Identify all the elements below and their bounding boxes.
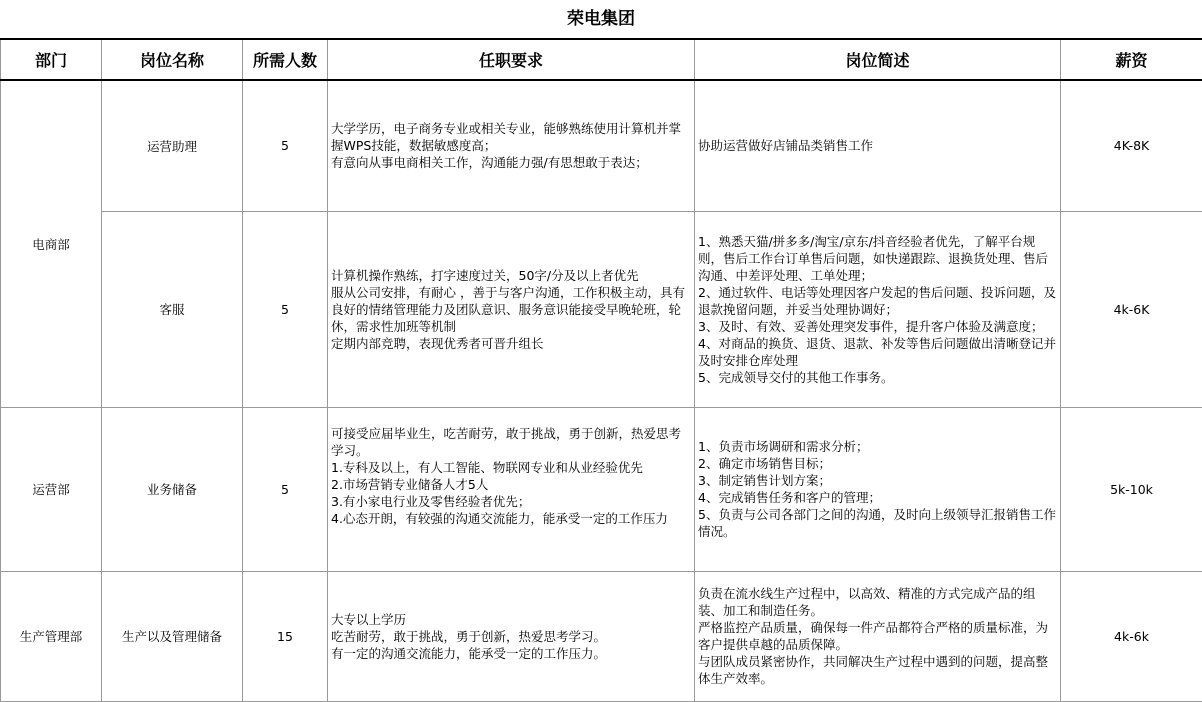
page-title: 荣电集团 xyxy=(0,0,1202,38)
header-description: 岗位简述 xyxy=(695,39,1061,80)
header-department: 部门 xyxy=(1,39,102,80)
header-count: 所需人数 xyxy=(243,39,328,80)
description-cell: 协助运营做好店铺品类销售工作 xyxy=(695,80,1061,211)
requirements-cell: 大学学历，电子商务专业或相关专业，能够熟练使用计算机并掌握WPS技能，数据敏感度高； 有意向从事电商相关工作，沟通能力强/有思想敢于表达； xyxy=(328,80,695,211)
header-salary: 薪资 xyxy=(1061,39,1202,80)
count-cell: 5 xyxy=(243,80,328,211)
requirements-cell: 计算机操作熟练，打字速度过关，50字/分及以上者优先 服从公司安排，有耐心 ，善于与客户沟通，工作积极主动，具有良好的情绪管理能力及团队意识、服务意识能接受早晚轮班，轮休，需求性加班等机制 定期内部竞聘，表现优秀者可晋升组长 xyxy=(328,211,695,407)
position-cell: 生产以及管理储备 xyxy=(102,571,243,701)
salary-cell: 4k-6K xyxy=(1061,211,1202,407)
table-row xyxy=(1,407,1202,571)
header-position: 岗位名称 xyxy=(102,39,243,80)
count-cell: 5 xyxy=(243,211,328,407)
salary-cell: 5k-10k xyxy=(1061,407,1202,571)
salary-cell: 4k-6k xyxy=(1061,571,1202,701)
position-cell: 运营助理 xyxy=(102,80,243,211)
header-row xyxy=(1,39,1202,80)
department-cell: 电商部 xyxy=(1,80,102,407)
salary-cell: 4K-8K xyxy=(1061,80,1202,211)
department-cell: 生产管理部 xyxy=(1,571,102,701)
requirements-text: 可接受应届毕业生，吃苦耐劳，敢于挑战，勇于创新，热爱思考学习。 1.专科及以上，有人工智能、物联网专业和从业经验优先 2.市场营销专业储备人才5人 3.有小家电行业及零售经验者优先； 4.心态开朗，有较强的沟通交流能力，能承受一定的工作压力 xyxy=(331,425,691,554)
description-cell: 1、熟悉天猫/拼多多/淘宝/京东/抖音经验者优先，了解平台规则，售后工作台订单售后问题，如快递跟踪、退换货处理、售后沟通、中差评处理、工单处理； 2、通过软件、电话等处理因客户发起的售后问题、投诉问题，及退款挽留问题，并妥当处理协调好； 3、及时、有效、妥善处理突发事件，提升客户体验及满意度； 4、对商品的换货、退货、退款、补发等售后问题做出清晰登记并及时安排仓库处理 5、完成领导交付的其他工作事务。 xyxy=(695,211,1061,407)
requirements-cell xyxy=(328,407,695,571)
count-cell: 5 xyxy=(243,407,328,571)
department-cell: 运营部 xyxy=(1,407,102,571)
position-cell: 客服 xyxy=(102,211,243,407)
requirements-cell: 大专以上学历 吃苦耐劳，敢于挑战，勇于创新，热爱思考学习。 有一定的沟通交流能力，能承受一定的工作压力。 xyxy=(328,571,695,701)
description-cell: 1、负责市场调研和需求分析； 2、确定市场销售目标； 3、制定销售计划方案； 4、完成销售任务和客户的管理； 5、负责与公司各部门之间的沟通，及时向上级领导汇报销售工作情况。 xyxy=(695,407,1061,571)
count-cell: 15 xyxy=(243,571,328,701)
job-table xyxy=(0,38,1202,702)
table-row xyxy=(1,211,1202,407)
position-cell: 业务储备 xyxy=(102,407,243,571)
header-requirements: 任职要求 xyxy=(328,39,695,80)
table-row xyxy=(1,80,1202,211)
description-cell: 负责在流水线生产过程中，以高效、精准的方式完成产品的组装、加工和制造任务。 严格监控产品质量，确保每一件产品都符合严格的质量标准，为客户提供卓越的品质保障。 与团队成员紧密协作，共同解决生产过程中遇到的问题，提高整体生产效率。 xyxy=(695,571,1061,701)
table-row xyxy=(1,571,1202,701)
